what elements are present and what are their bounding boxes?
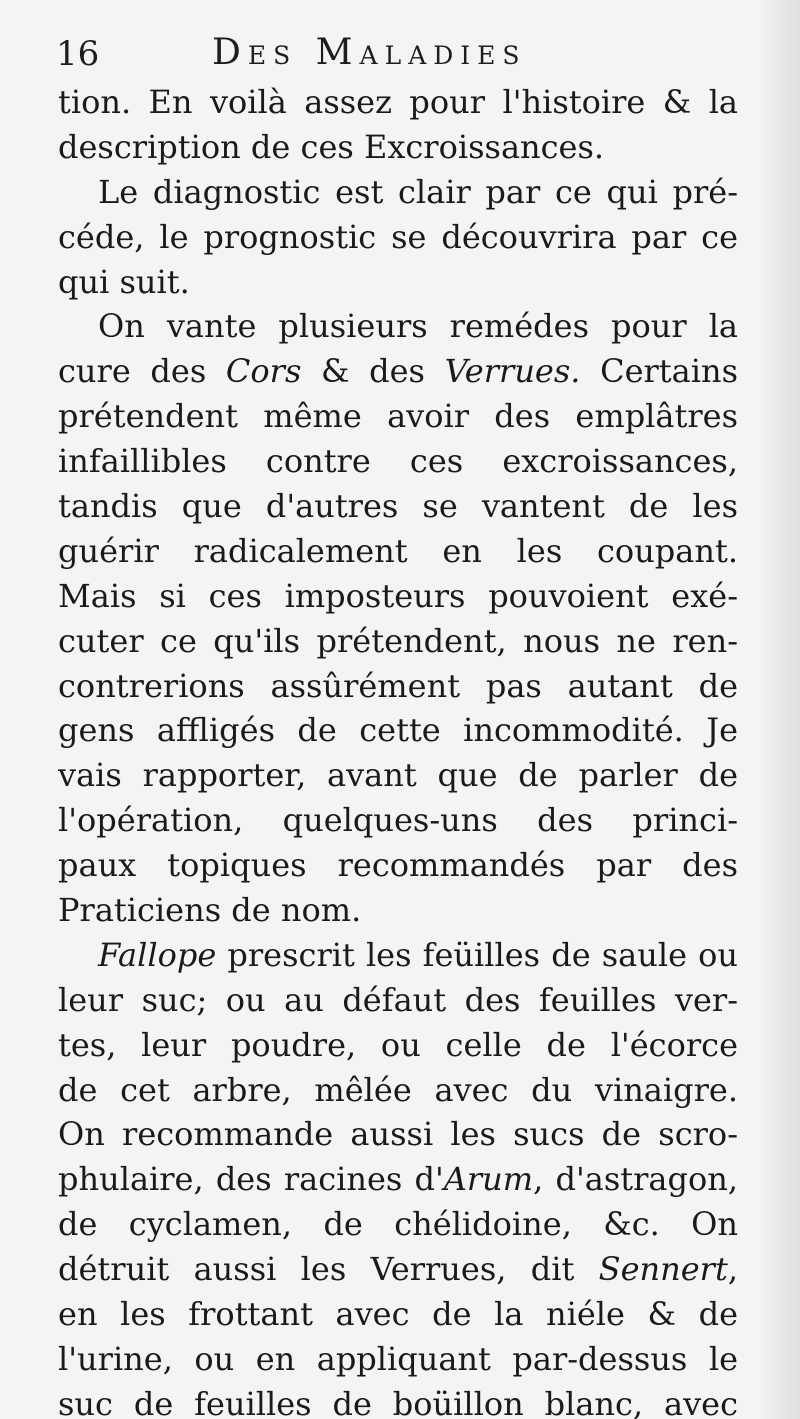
- text-line: [58, 1023, 738, 1068]
- text-line: [58, 798, 738, 843]
- text-line: [58, 215, 738, 260]
- text-line: [58, 80, 738, 125]
- text-run: détruit aussi les Verrues, dit: [58, 1250, 599, 1289]
- text-run: en les frottant avec de la niéle & de: [58, 1295, 738, 1334]
- text-run: paux topiques recommandés par des: [58, 846, 738, 885]
- text-line: [58, 978, 738, 1023]
- text-line: [58, 439, 738, 484]
- text-run: infaillibles contre ces excroissances,: [58, 442, 738, 481]
- text-line: [58, 349, 738, 394]
- text-run: de cet arbre, mêlée avec du vinaigre.: [58, 1070, 738, 1109]
- paragraph: [58, 170, 738, 305]
- text-run: , d'astragon,: [533, 1160, 738, 1199]
- text-run: prétendent même avoir des emplâtres: [58, 397, 738, 436]
- italic-text: Cors: [225, 352, 302, 391]
- text-run: phulaire, des racines d': [58, 1160, 444, 1199]
- text-run: tandis que d'autres se vantent de les: [58, 487, 738, 526]
- text-line: [58, 664, 738, 709]
- text-line: [58, 1157, 738, 1202]
- text-line: [58, 1068, 738, 1113]
- text-line: [58, 170, 738, 215]
- text-line: [58, 888, 738, 933]
- text-run: de cyclamen, de chélidoine, &c. On: [58, 1205, 738, 1244]
- text-run: contrerions assûrément pas autant de: [58, 666, 738, 705]
- text-line: [58, 1247, 738, 1292]
- text-line: [58, 843, 738, 888]
- paragraph: [58, 933, 738, 1419]
- text-line: [58, 1337, 738, 1382]
- text-line: [58, 619, 738, 664]
- text-line: [58, 304, 738, 349]
- text-run: leur suc; ou au défaut des feuilles ver-: [58, 980, 738, 1019]
- text-line: [58, 260, 738, 305]
- running-head: Des Maladies: [212, 32, 527, 73]
- italic-text: Verrues.: [444, 352, 581, 391]
- text-line: [58, 1112, 738, 1157]
- text-run: guérir radicalement en les coupant.: [58, 531, 738, 570]
- text-line: [58, 125, 738, 170]
- text-run: qui suit.: [58, 262, 190, 301]
- text-run: cure des: [58, 352, 226, 391]
- text-run: ,: [727, 1250, 738, 1289]
- body-text: [58, 80, 738, 1419]
- text-line: [58, 753, 738, 798]
- text-line: [58, 394, 738, 439]
- text-run: tion. En voilà assez pour l'histoire & la: [58, 83, 738, 121]
- paragraph: [58, 304, 738, 932]
- page-edge-shadow: [758, 0, 800, 1419]
- italic-text: Sennert: [598, 1250, 728, 1289]
- italic-text: Fallope: [98, 935, 217, 974]
- text-run: suc de feuilles de boüillon blanc, avec: [58, 1384, 738, 1419]
- text-run: gens affligés de cette incommodité. Je: [58, 711, 738, 750]
- text-run: Praticiens de nom.: [58, 891, 362, 930]
- text-run: cuter ce qu'ils prétendent, nous ne ren-: [58, 621, 738, 660]
- text-run: l'opération, quelques-uns des princi-: [58, 801, 738, 840]
- text-line: [58, 574, 738, 619]
- text-run: céde, le prognostic se découvrira par ce: [58, 217, 738, 256]
- page-header: [56, 28, 756, 78]
- text-line: [58, 1382, 738, 1419]
- text-run: Mais si ces imposteurs pouvoient exé-: [58, 576, 738, 615]
- text-run: prescrit les feüilles de saule ou: [216, 935, 738, 974]
- text-line: [58, 933, 738, 978]
- text-run: l'urine, ou en appliquant par-dessus le: [58, 1339, 738, 1378]
- text-line: [58, 1202, 738, 1247]
- text-run: & des: [301, 352, 445, 391]
- text-line: [58, 484, 738, 529]
- text-run: vais rapporter, avant que de parler de: [58, 756, 738, 795]
- text-line: [58, 1292, 738, 1337]
- paragraph: [58, 80, 738, 170]
- text-run: Certains: [580, 352, 738, 391]
- text-run: On recommande aussi les sucs de scro-: [58, 1115, 738, 1154]
- italic-text: Arum: [443, 1160, 534, 1199]
- text-run: On vante plusieurs remédes pour la: [98, 307, 738, 346]
- text-run: Le diagnostic est clair par ce qui pré-: [98, 172, 738, 211]
- text-line: [58, 529, 738, 574]
- page-number: 16: [56, 34, 100, 74]
- text-run: tes, leur poudre, ou celle de l'écorce: [58, 1025, 738, 1064]
- text-line: [58, 708, 738, 753]
- text-run: description de ces Excroissances.: [58, 127, 605, 166]
